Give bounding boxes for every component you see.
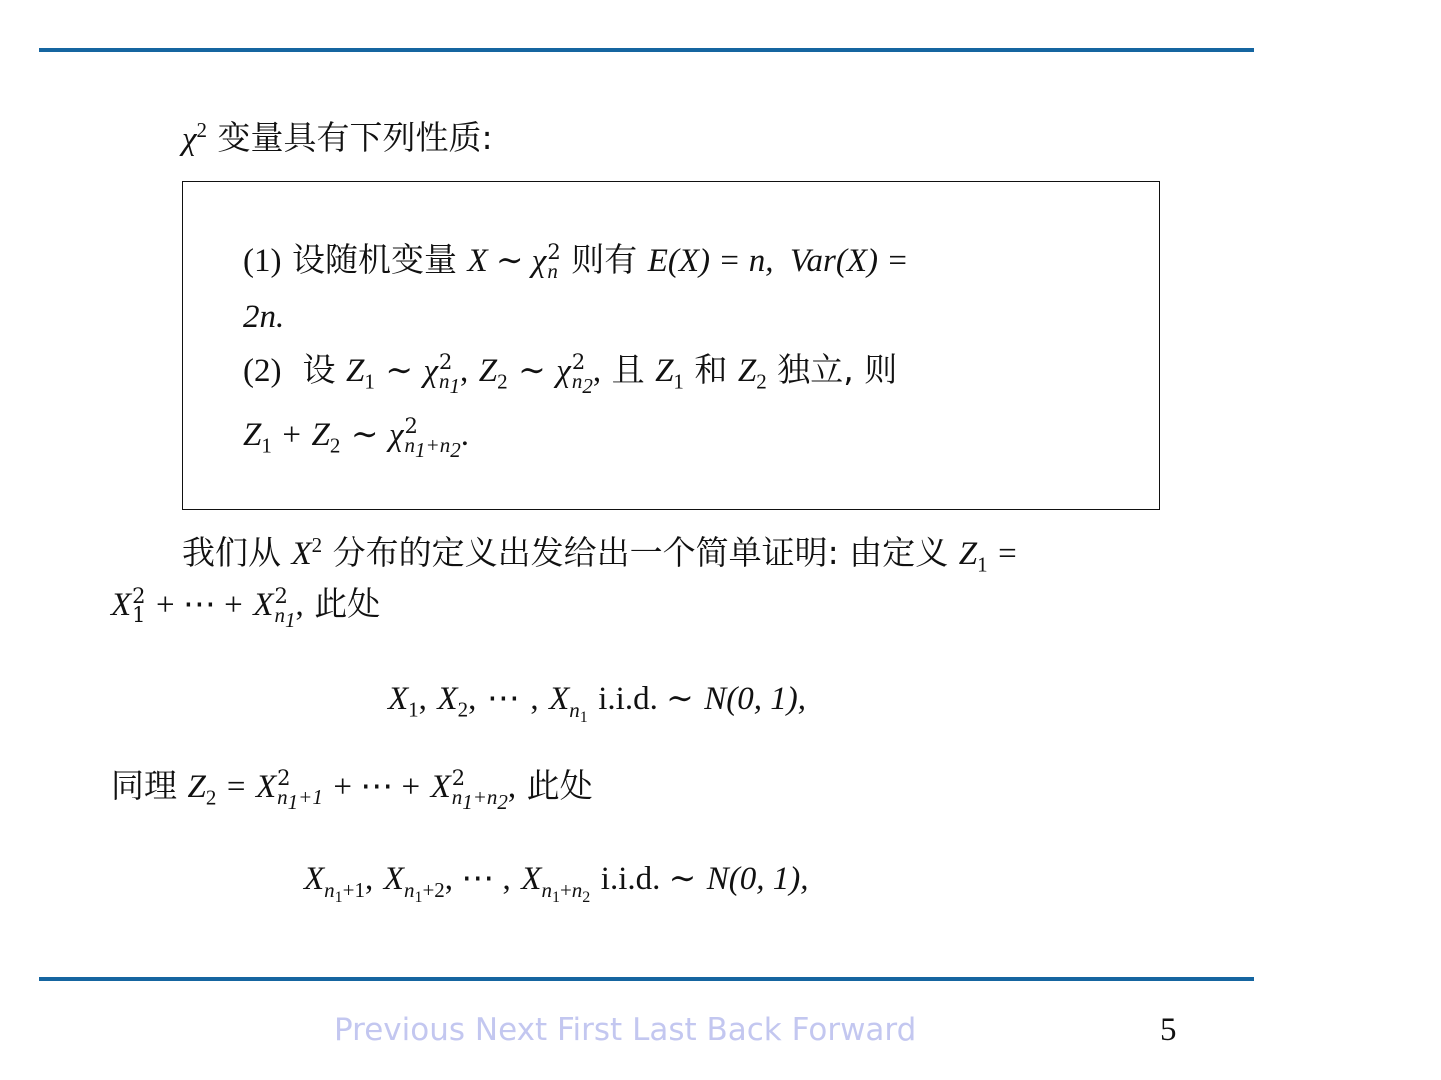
p1-formula-b: E(X) = n, [647, 243, 774, 279]
bottom-rule [39, 977, 1254, 981]
similarly-line: 同理 $Z_2 = X$ 2 $n_1+1$ + ⋯ + X 2 $n_1+n_2$ , 此处 [111, 766, 593, 815]
page-number: 5 [1160, 1012, 1177, 1048]
eq1-iid: i.i.d. ∼ [598, 681, 694, 717]
proof-intro-line-2: X 2 1 + ⋯ + X 2 $n_1$ , 此处 [111, 584, 381, 633]
property-1-line-2 [243, 296, 284, 337]
chi-sup: 2 [196, 118, 208, 142]
nav-next-link[interactable]: Next [474, 1012, 548, 1048]
top-rule [39, 48, 1254, 52]
intro-line [182, 118, 493, 159]
property-1-line-1: (1) 设随机变量 X ∼ χ 2 n 则有 E(X) = n, Var(X) = [243, 240, 909, 283]
nav-forward-link[interactable]: Forward [791, 1012, 917, 1048]
p2-text-c: 和 [694, 350, 728, 389]
eq1-dots: ⋯ [486, 681, 520, 717]
p2-text-a: 设 [302, 350, 336, 389]
property-2-line-1: (2) 设 $Z_1$ ∼ χ 2 $n_1$ , $Z_2$ ∼ χ 2 $n_2$ , 且 $Z_1$ 和 $Z_2$ 独立, 则 [243, 350, 898, 399]
para2-text-b: 此处 [526, 766, 593, 805]
chi-symbol: χ [182, 121, 197, 157]
eq2-iid: i.i.d. ∼ [600, 861, 697, 897]
equation-2: $X_{n_1+1}$, $X_{n_1+2}$, ⋯ , $X_{n_1+n_2}$ i.i.d. ∼ N(0, 1), [304, 861, 809, 906]
p2-text-b: 且 [611, 350, 645, 389]
p1-formula-c: Var(X) = [790, 243, 909, 279]
p2-label: (2) [243, 353, 282, 389]
nav-first-link[interactable]: First [556, 1012, 623, 1048]
nav-back-link[interactable]: Back [706, 1012, 782, 1048]
eq2-normal: N(0, 1), [706, 861, 809, 897]
nav-last-link[interactable]: Last [632, 1012, 697, 1048]
nav-previous-link[interactable]: Previous [334, 1012, 466, 1048]
slide-navigation [334, 1012, 916, 1048]
p1-text-a: 设随机变量 [291, 240, 457, 279]
para-text-a: 我们从 [182, 533, 281, 572]
para-text-c: 此处 [314, 584, 381, 623]
para-text-b: 分布的定义出发给出一个简单证明: 由定义 [332, 533, 949, 572]
para2-text-a: 同理 [111, 766, 177, 805]
p1-formula-a: X ∼ χ [467, 243, 547, 279]
proof-intro-line-1: 我们从 $X^2$ 分布的定义出发给出一个简单证明: 由定义 $Z_1$ = [182, 533, 1017, 577]
intro-text: 变量具有下列性质: [217, 118, 493, 157]
property-box [182, 181, 1160, 510]
p1-line2: 2n. [243, 299, 285, 335]
property-2-line-2: $Z_1 + Z_2$ ∼ χ 2 $n_1+n_2$ . [243, 414, 469, 463]
eq1-normal: N(0, 1), [704, 681, 807, 717]
p1-text-b: 则有 [571, 240, 638, 279]
equation-1: $X_1$, $X_2$, ⋯ , $X_{n_1}$ i.i.d. ∼ N(0, 1), [388, 681, 807, 726]
p2-text-d: 独立, 则 [777, 350, 898, 389]
p1-label: (1) [243, 243, 282, 279]
